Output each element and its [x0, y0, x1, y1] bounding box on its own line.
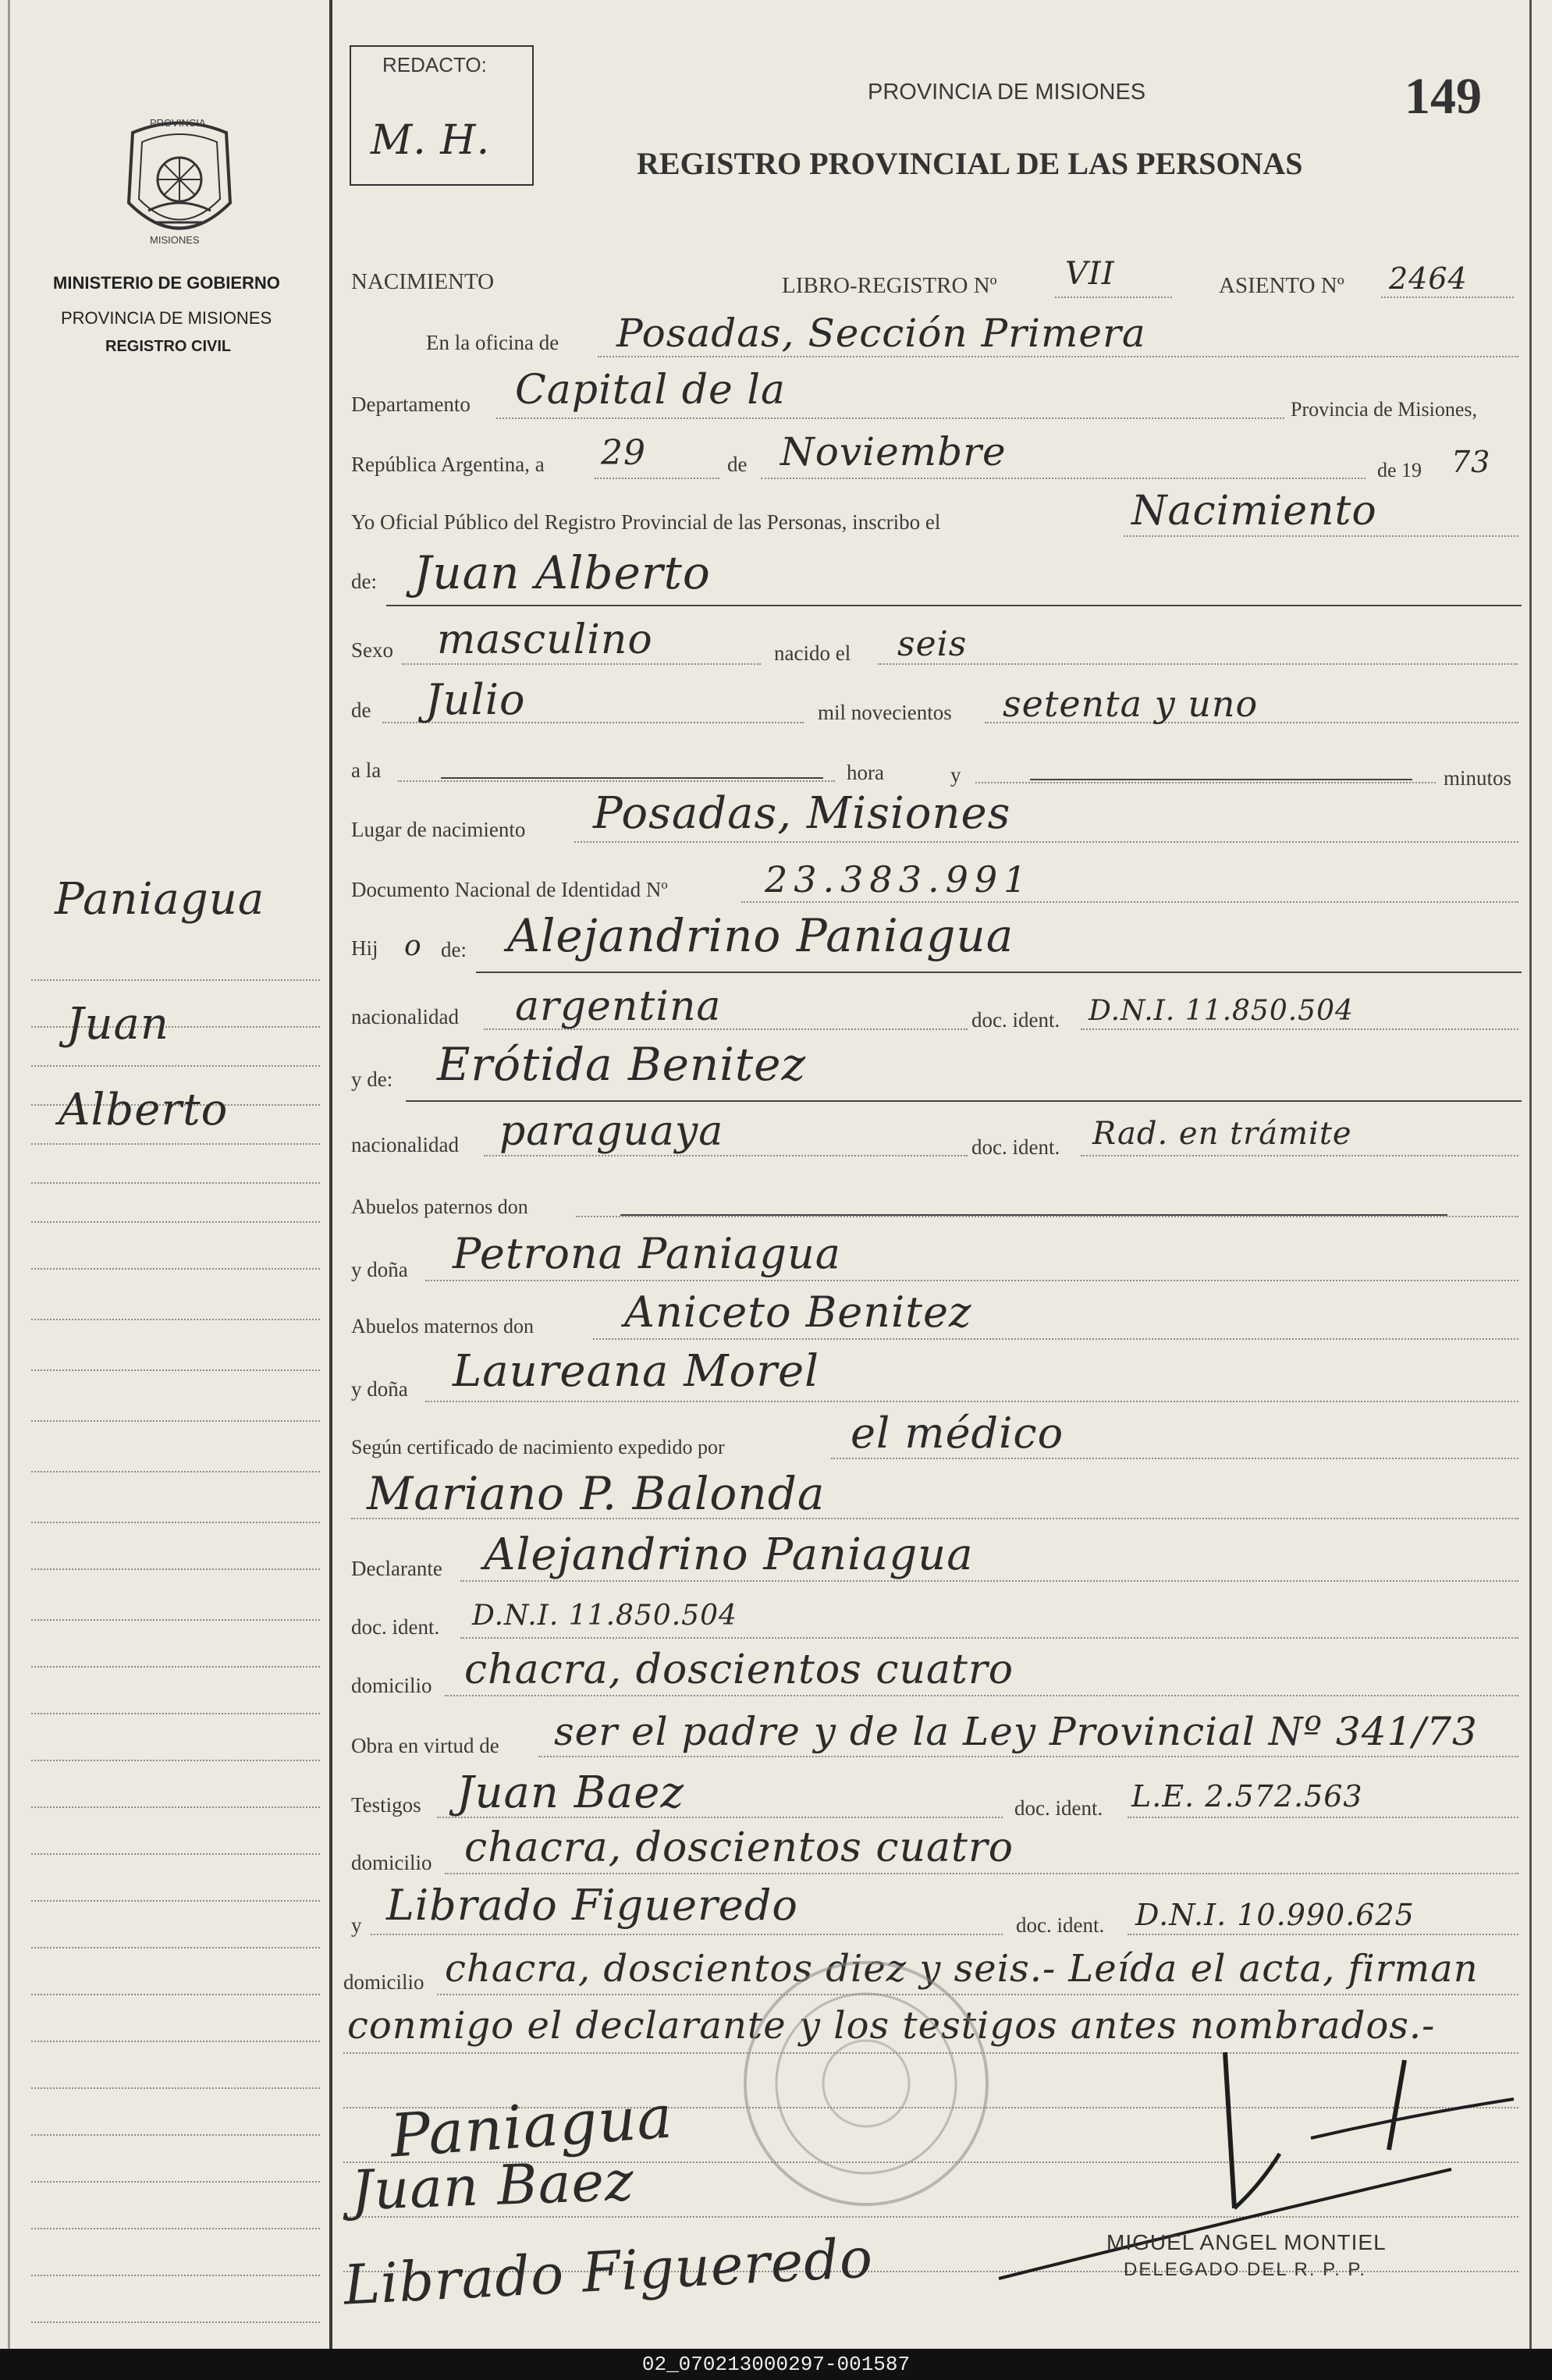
a-la-label: a la: [351, 758, 382, 782]
anio-label: de 19: [1377, 459, 1422, 481]
page-number: 149: [1405, 68, 1482, 125]
provincia-suffix: Provincia de Misiones,: [1291, 398, 1478, 421]
madre-doc-value: Rad. en trámite: [1092, 1116, 1352, 1152]
abuela-materna-value: Laureana Morel: [453, 1346, 820, 1397]
redacto-label: REDACTO:: [382, 53, 487, 76]
name-value: Juan Alberto: [414, 546, 711, 599]
oficial-label: Yo Oficial Público del Registro Provincial de las Personas, inscribo el: [351, 510, 941, 534]
oficial-value: Nacimiento: [1131, 488, 1377, 535]
declarante-domicilio-label: domicilio: [351, 1674, 432, 1697]
mes-nac-value: Julio: [425, 675, 526, 724]
madre-value: Erótida Benitez: [437, 1038, 807, 1091]
certificado-label: Según certificado de nacimiento expedido por: [351, 1436, 725, 1458]
province-seal-emblem: [117, 117, 242, 254]
redacto-value: M. H.: [371, 117, 491, 164]
ministry-province-label: PROVINCIA DE MISIONES: [61, 308, 272, 328]
minutos-label: minutos: [1444, 766, 1512, 790]
official-stamp: [733, 1951, 999, 2216]
lugar-label: Lugar de nacimiento: [351, 818, 526, 841]
abuelos-maternos-label: Abuelos maternos don: [351, 1315, 534, 1337]
abuelo-materno-value: Aniceto Benitez: [624, 1288, 972, 1337]
sexo-label: Sexo: [351, 638, 393, 662]
abuela-paterna-value: Petrona Paniagua: [453, 1229, 841, 1278]
y-testigo-label: y: [351, 1913, 362, 1937]
testigos-label: Testigos: [351, 1793, 421, 1817]
testigo2-value: Librado Figueredo: [386, 1881, 798, 1930]
abuela-materna-label: y doña: [351, 1377, 408, 1401]
republica-label: República Argentina, a: [351, 453, 545, 476]
hijo-o: o: [404, 930, 422, 962]
province-heading: PROVINCIA DE MISIONES: [868, 80, 1146, 105]
testigo1-domicilio-value: chacra, doscientos cuatro: [464, 1824, 1014, 1871]
abuelos-paternos-label: Abuelos paternos don: [351, 1195, 528, 1218]
obra-label: Obra en virtud de: [351, 1734, 499, 1757]
de-label: de: [727, 453, 748, 476]
testigo2-doc-label: doc. ident.: [1016, 1913, 1105, 1937]
act-type: NACIMIENTO: [351, 269, 495, 294]
testigo2-doc-value: D.N.I. 10.990.625: [1135, 1898, 1415, 1932]
de-name-label: de:: [351, 570, 377, 593]
departamento-label: Departamento: [351, 393, 471, 416]
obra-value: ser el padre y de la Ley Provincial Nº 341/73: [554, 1709, 1478, 1754]
de-mes-label: de: [351, 698, 371, 722]
margin-first-name: Juan: [66, 999, 169, 1050]
nacido-label: nacido el: [774, 641, 851, 665]
certificado-value: el médico: [851, 1408, 1064, 1458]
signature-testigo-2: Librado Figueredo: [342, 2225, 875, 2318]
testigo1-value: Juan Baez: [456, 1767, 684, 1818]
dia-value: 29: [601, 433, 646, 473]
declarante-value: Alejandrino Paniagua: [484, 1529, 974, 1580]
testigo1-domicilio-label: domicilio: [351, 1851, 432, 1874]
dni-value: 23.383.991: [765, 858, 1033, 900]
registry-title: REGISTRO PROVINCIAL DE LAS PERSONAS: [637, 146, 1303, 181]
testigo2-domicilio-value: chacra, doscientos diez y seis.- Leída el acta, firman: [445, 1947, 1479, 1991]
seal-text-top: PROVINCIA: [150, 117, 206, 129]
declarante-doc-label: doc. ident.: [351, 1615, 440, 1639]
oficina-value: Posadas, Sección Primera: [616, 311, 1146, 356]
medico-value: Mariano P. Balonda: [367, 1467, 826, 1520]
seal-text-bottom: MISIONES: [150, 234, 200, 246]
lugar-value: Posadas, Misiones: [593, 788, 1011, 839]
asiento-label: ASIENTO Nº: [1219, 273, 1344, 298]
closing-line: conmigo el declarante y los testigos antes nombrados.-: [347, 2004, 1436, 2048]
padre-nacionalidad-label: nacionalidad: [351, 1005, 459, 1028]
margin-divider: [329, 0, 332, 2349]
testigo2-domicilio-label: domicilio: [343, 1970, 424, 1994]
libro-label: LIBRO-REGISTRO Nº: [782, 273, 997, 298]
padre-value: Alejandrino Paniagua: [507, 909, 1014, 962]
madre-nacionalidad-label: nacionalidad: [351, 1133, 459, 1156]
y-de-label: y de:: [351, 1067, 393, 1091]
signature-declarante: Paniagua: [388, 2081, 676, 2171]
mes-value: Noviembre: [780, 429, 1007, 474]
y-label: y: [950, 763, 961, 787]
testigo1-doc-label: doc. ident.: [1014, 1796, 1103, 1820]
margin-surname: Paniagua: [55, 874, 265, 925]
padre-doc-value: D.N.I. 11.850.504: [1089, 995, 1354, 1027]
official-signature-strokes: [983, 2044, 1529, 2294]
hora-label: hora: [847, 761, 884, 784]
official-title: DELEGADO DEL R. P. P.: [1124, 2259, 1367, 2280]
mil-label: mil novecientos: [818, 701, 952, 724]
madre-doc-label: doc. ident.: [971, 1135, 1060, 1159]
sexo-value: masculino: [437, 616, 653, 663]
registro-civil-label: REGISTRO CIVIL: [105, 338, 232, 355]
abuela-paterna-label: y doña: [351, 1258, 408, 1281]
dni-label: Documento Nacional de Identidad Nº: [351, 878, 668, 901]
asiento-value: 2464: [1389, 261, 1468, 296]
libro-value: VII: [1065, 256, 1115, 292]
nacido-value: seis: [897, 624, 968, 664]
hijo-label: Hij: [351, 936, 378, 960]
oficina-label: En la oficina de: [426, 331, 559, 354]
departamento-value: Capital de la: [515, 367, 786, 414]
padre-doc-label: doc. ident.: [971, 1008, 1060, 1032]
hijo-de-label: de:: [441, 938, 467, 961]
official-name: MIGUEL ANGEL MONTIEL: [1106, 2230, 1387, 2254]
margin-middle-name: Alberto: [59, 1085, 229, 1135]
padre-nacionalidad-value: argentina: [515, 983, 722, 1030]
ministry-label: MINISTERIO DE GOBIERNO: [53, 273, 280, 293]
mil-value: setenta y uno: [1003, 683, 1259, 725]
declarante-label: Declarante: [351, 1557, 442, 1580]
right-border: [1529, 0, 1532, 2349]
redacto-box: [350, 45, 534, 186]
image-id-footer: 02_070213000297-001587: [0, 2349, 1552, 2380]
declarante-doc-value: D.N.I. 11.850.504: [472, 1600, 737, 1632]
testigo1-doc-value: L.E. 2.572.563: [1131, 1779, 1363, 1813]
declarante-domicilio-value: chacra, doscientos cuatro: [464, 1646, 1014, 1693]
madre-nacionalidad-value: paraguaya: [499, 1108, 724, 1155]
page-edge: [8, 0, 10, 2349]
signature-testigo-1: Juan Baez: [350, 2148, 636, 2223]
anio-value: 73: [1451, 445, 1491, 479]
